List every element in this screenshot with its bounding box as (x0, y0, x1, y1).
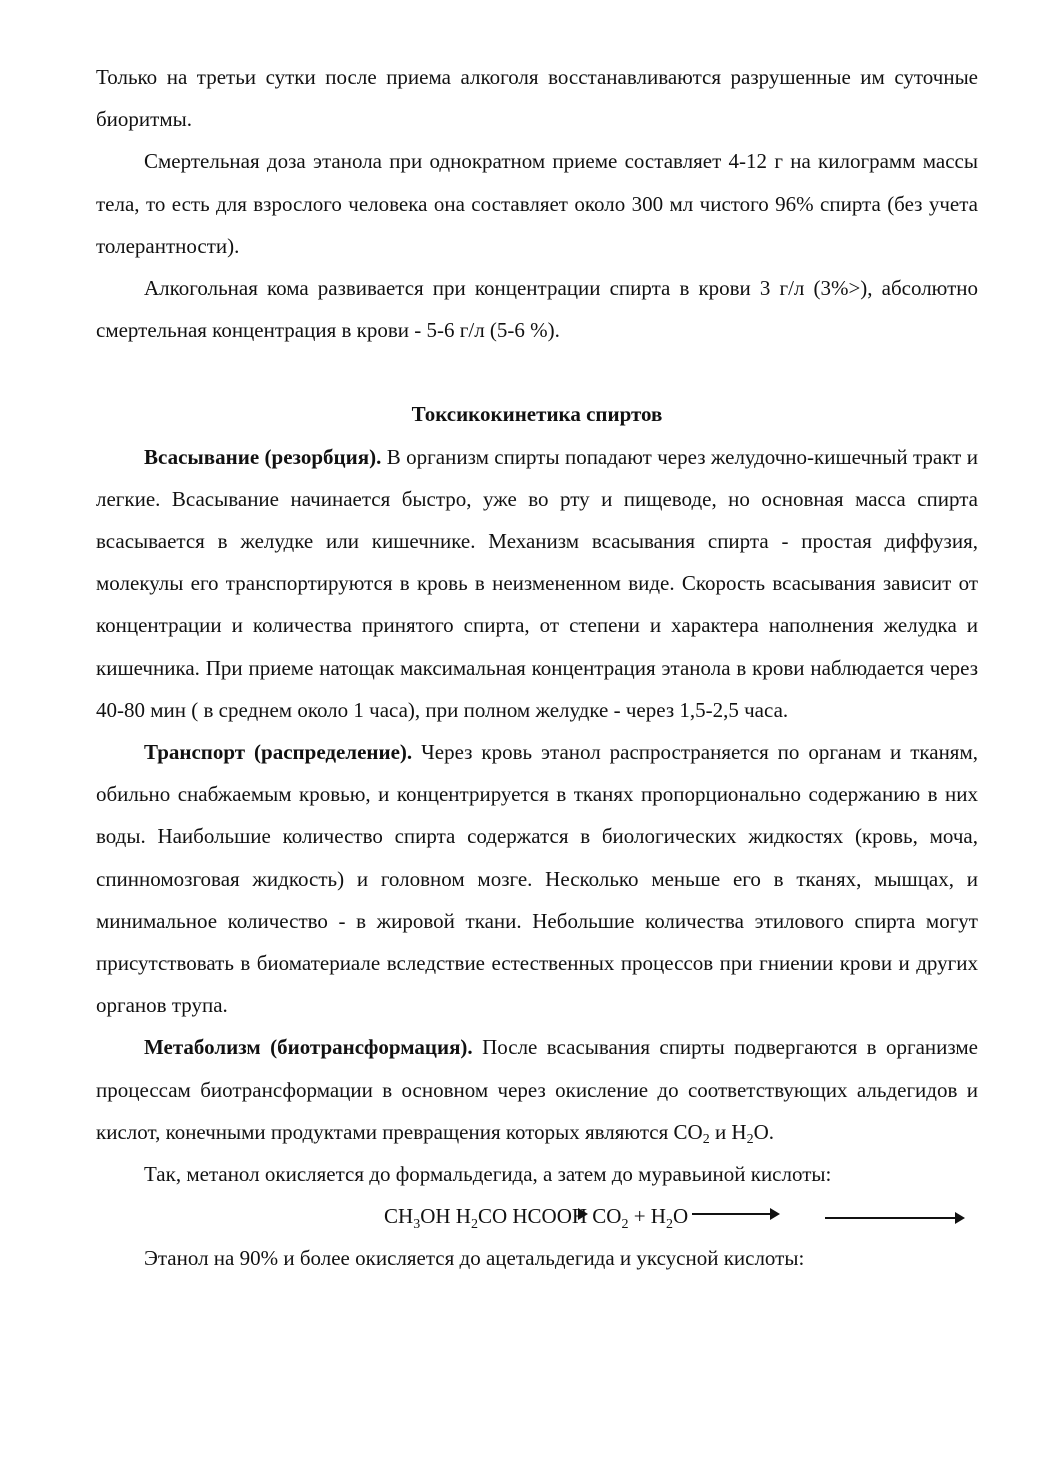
formula-o: O (672, 1204, 689, 1229)
metabolism-and: и H (709, 1119, 747, 1144)
formula-oh-h: OH H (420, 1204, 471, 1229)
transport-lead: Транспорт (распределение). (144, 740, 413, 765)
paragraph-absorption (96, 436, 978, 731)
metabolism-text: После всасывания спирты подвергаются в организме процессам биотрансформации в основном через окисление до соответствующих альдегидов и кислот, конечными продуктами превращения которых являются CO (96, 1035, 978, 1144)
section-heading: Токсикокинетика спиртов (411, 402, 663, 427)
paragraph-ethanol: Этанол на 90% и более окисляется до ацетальдегида и уксусной кислоты: (144, 1246, 805, 1271)
formula-co-hcooh-co: CO HCOOH CO (477, 1204, 622, 1229)
formula-sub-3: 3 (413, 1217, 421, 1233)
document-page (96, 56, 978, 1279)
metabolism-end: O. (753, 1119, 775, 1144)
h2o-subscript: 2 (746, 1131, 754, 1147)
arrow-icon (825, 1217, 963, 1219)
paragraph-transport (96, 731, 978, 1026)
absorption-text: В организм спирты попадают через желудочно-кишечный тракт и легкие. Всасывание начинается быстро, уже во рту и пищеводе, но основная масса спирта всасывается в желудке или кишечнике. Механизм всасывания спирта - простая диффузия, молекулы его транспортируются в кровь в неизмененном виде. Скорость всасывания зависит от концентрации и количества принятого спирта, от степени и характера наполнения желудка и кишечника. При приеме натощак максимальная концентрация этанола в крови наблюдается через 40-80 мин ( в среднем около 1 часа), при полном желудке - через 1,5-2,5 часа. (96, 444, 978, 722)
paragraph-metabolism (96, 1026, 978, 1153)
formula-text (384, 1195, 688, 1237)
formula-sub-2a: 2 (470, 1217, 478, 1233)
arrow-icon (692, 1213, 778, 1215)
metabolism-lead: Метаболизм (биотрансформация). (144, 1035, 473, 1060)
formula-sub-2c: 2 (665, 1217, 673, 1233)
formula-ch: CH (384, 1204, 414, 1229)
co2-subscript: 2 (702, 1131, 710, 1147)
absorption-lead: Всасывание (резорбция). (144, 444, 382, 469)
formula-plus-h: + H (628, 1204, 666, 1229)
formula-sub-2b: 2 (621, 1217, 629, 1233)
paragraph-methanol: Так, метанол окисляется до формальдегида, а затем до муравьиной кислоты: (144, 1162, 832, 1187)
spacer (96, 351, 978, 393)
paragraph-alcohol-coma: Алкогольная кома развивается при концентрации спирта в крови 3 г/л (3%>), абсолютно смертельная концентрация в крови - 5-6 г/л (5-6 %). (96, 276, 978, 343)
paragraph-biorhythms: Только на третьи сутки после приема алкоголя восстанавливаются разрушенные им суточные биоритмы. (96, 65, 978, 132)
paragraph-lethal-dose: Смертельная доза этанола при однократном приеме составляет 4-12 г на килограмм массы тела, то есть для взрослого человека она составляет около 300 мл чистого 96% спирта (без учета толерантности). (96, 149, 978, 258)
transport-text: Через кровь этанол распространяется по органам и тканям, обильно снабжаемым кровью, и концентрируется в тканях пропорционально содержанию в них воды. Наибольшие количество спирта содержатся в биологических жидкостях (кровь, моча, спинномозговая жидкость) и головном мозге. Несколько меньше его в тканях, мышцах, и минимальное количество - в жировой ткани. Небольшие количества этилового спирта могут присутствовать в биоматериале вследствие естественных процессов при гниении крови и других органов трупа. (96, 740, 979, 1018)
methanol-formula (96, 1195, 978, 1237)
